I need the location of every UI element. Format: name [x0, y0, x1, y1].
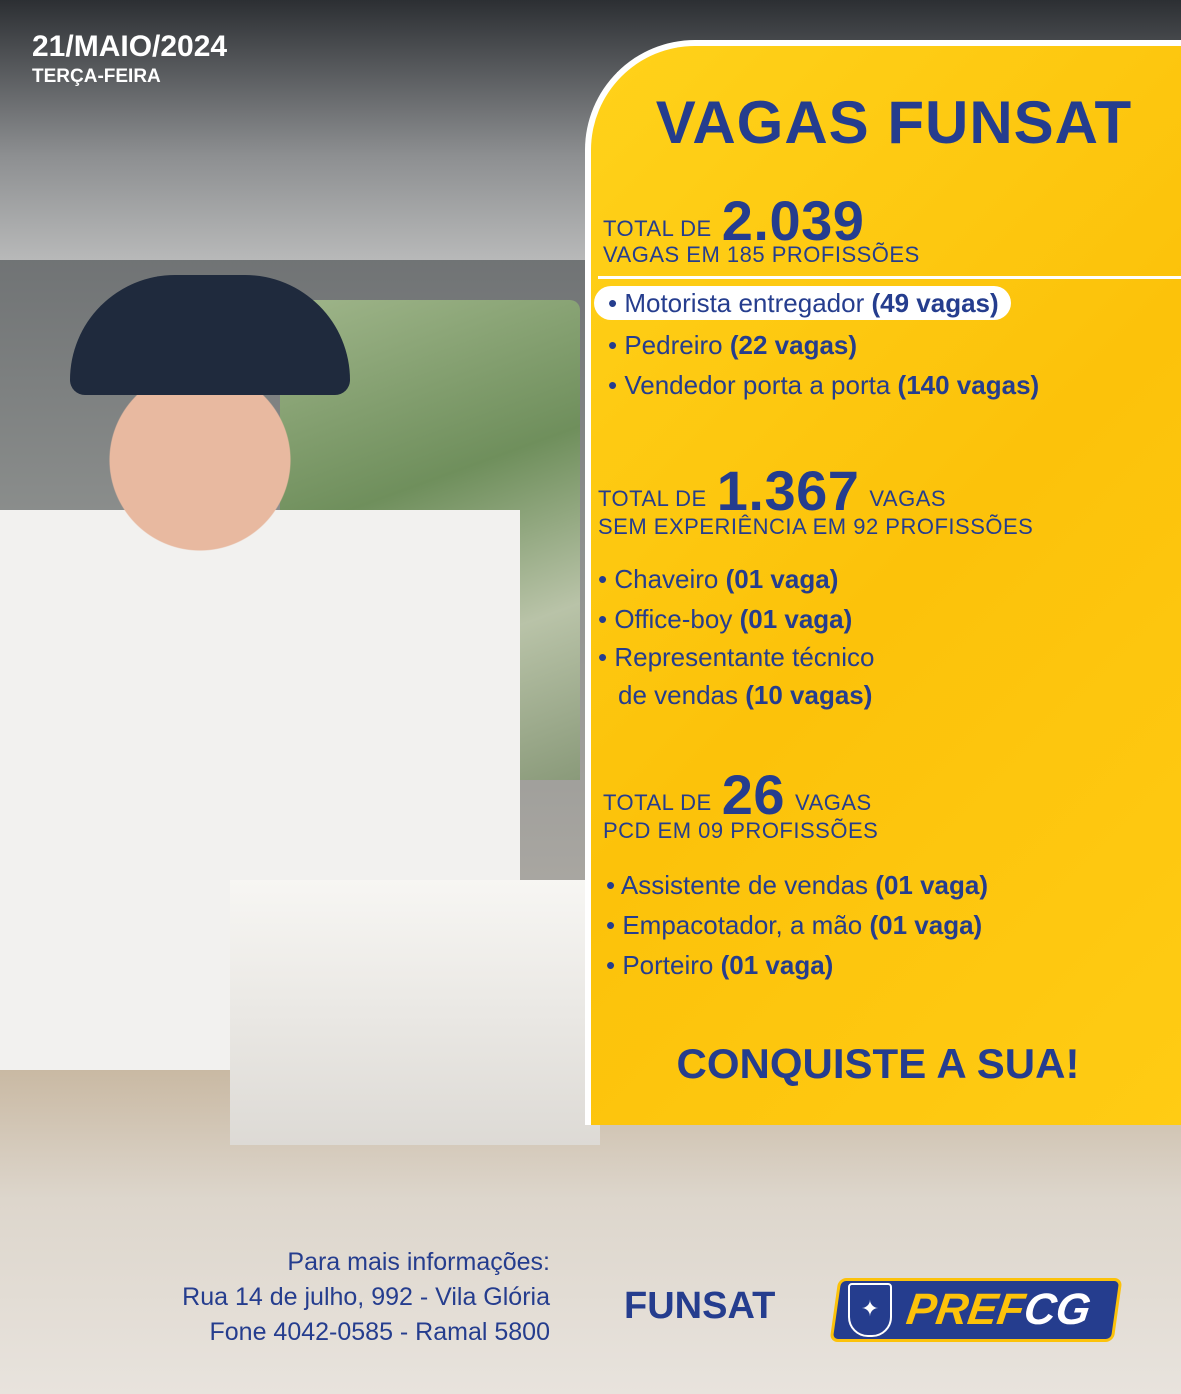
item-name: • Representante técnico	[598, 642, 875, 672]
cardboard-box	[230, 880, 600, 1145]
list-item	[606, 950, 833, 981]
weekday: TERÇA-FEIRA	[32, 66, 161, 87]
list-item	[606, 870, 988, 901]
item-count: (01 vaga)	[869, 910, 983, 940]
total-prefix: TOTAL DE	[603, 790, 712, 815]
total-suffix: VAGAS	[869, 486, 947, 511]
total-number: 1.367	[716, 459, 860, 522]
total-number: 2.039	[721, 189, 865, 252]
item-name: • Assistente de vendas	[606, 870, 869, 900]
address: Rua 14 de julho, 992 - Vila Glória	[182, 1283, 550, 1311]
item-count: (10 vagas)	[745, 680, 873, 710]
item-count: (01 vaga)	[725, 564, 839, 594]
item-name: • Porteiro	[606, 950, 714, 980]
logo-pref: PREF	[903, 1285, 1028, 1334]
call-to-action: CONQUISTE A SUA!	[676, 1040, 1080, 1087]
total-suffix: VAGAS	[795, 790, 872, 815]
total-prefix: TOTAL DE	[598, 486, 707, 511]
panel-title: VAGAS FUNSAT	[655, 89, 1133, 156]
info-title: Para mais informações:	[287, 1248, 550, 1276]
item-name: • Chaveiro	[598, 564, 719, 594]
phone: Fone 4042-0585 - Ramal 5800	[209, 1318, 550, 1346]
total-number: 26	[721, 763, 786, 826]
list-item	[598, 564, 838, 595]
list-item	[608, 330, 857, 361]
list-item	[594, 288, 1011, 319]
item-name: • Motorista entregador	[608, 288, 865, 318]
item-count: (49 vagas)	[871, 288, 999, 318]
list-item	[608, 370, 1039, 401]
item-count: (22 vagas)	[729, 330, 858, 360]
pcd-subtitle: PCD EM 09 PROFISSÕES	[603, 818, 879, 843]
item-name: • Empacotador, a mão	[606, 910, 863, 940]
list-item	[598, 642, 875, 673]
date: 21/MAIO/2024	[32, 30, 228, 63]
list-item	[606, 910, 982, 941]
list-item-cont	[618, 680, 872, 711]
item-name: de vendas	[618, 680, 738, 710]
no-experience-subtitle: SEM EXPERIÊNCIA EM 92 PROFISSÕES	[598, 514, 1034, 539]
item-name: • Office-boy	[598, 604, 733, 634]
item-count: (01 vaga)	[875, 870, 989, 900]
funsat-logo: FUNSAT	[624, 1285, 776, 1327]
item-name: • Vendedor porta a porta	[608, 370, 891, 400]
total-prefix: TOTAL DE	[603, 216, 712, 241]
list-item	[598, 604, 852, 635]
city-crest-icon: ✦	[848, 1283, 892, 1337]
divider	[598, 276, 1181, 279]
item-name: • Pedreiro	[608, 330, 723, 360]
item-count: (01 vaga)	[739, 604, 853, 634]
contact-info	[182, 1245, 550, 1350]
item-count: (140 vagas)	[897, 370, 1040, 400]
total-subtitle: VAGAS EM 185 PROFISSÕES	[603, 242, 920, 267]
logo-cg: CG	[1020, 1285, 1094, 1334]
item-count: (01 vaga)	[720, 950, 834, 980]
